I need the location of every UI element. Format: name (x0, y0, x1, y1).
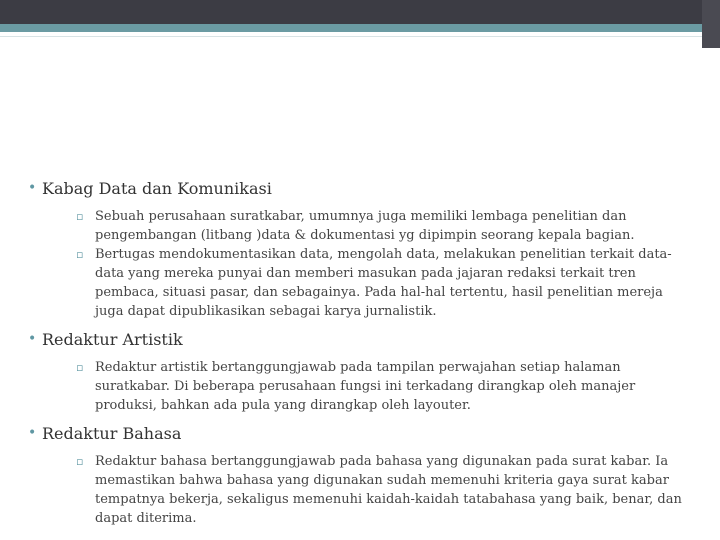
bullet-dot-icon: • (28, 425, 37, 441)
section-kabag-data (28, 178, 688, 321)
bullet-square-icon: ▫ (76, 248, 84, 261)
bullet-square-icon: ▫ (76, 210, 84, 223)
header-divider (0, 36, 720, 37)
list-item-text: Bertugas mendokumentasikan data, mengolah data, melakukan penelitian terkait data-data yang mereka punyai dan memberi masukan pada jajaran redaksi terkait tren pembaca, situasi pasar, dan sebagainya. Pada hal-hal tertentu, hasil penelitian mereja juga dapat dipublikasikan sebagai karya jurnalistik. (95, 247, 672, 319)
list-item-text: Redaktur bahasa bertanggungjawab pada bahasa yang digunakan pada surat kabar. Ia memastikan bahwa bahasa yang digunakan sudah memenuhi kriteria gaya surat kabar tempatnya bekerja, sekaligus memenuhi kaidah-kaidah tatabahasa yang baik, benar, dan dapat diterima. (95, 454, 682, 526)
slide-body (28, 178, 688, 528)
bullet-square-icon: ▫ (76, 361, 84, 374)
list-item (28, 358, 688, 415)
section-heading-text: Redaktur Artistik (42, 330, 183, 349)
section-heading (28, 423, 688, 444)
list-item (28, 245, 688, 321)
section-heading (28, 329, 688, 350)
list-item (28, 452, 688, 528)
bullet-square-icon: ▫ (76, 455, 84, 468)
corner-accent (702, 0, 720, 48)
list-item (28, 207, 688, 245)
section-heading-text: Redaktur Bahasa (42, 424, 182, 443)
section-redaktur-bahasa (28, 423, 688, 528)
list-item-text: Redaktur artistik bertanggungjawab pada tampilan perwajahan setiap halaman suratkabar. Di beberapa perusahaan fungsi ini terkadang dirangkap oleh manajer produksi, bahkan ada pula yang dirangkap oleh layouter. (95, 360, 636, 413)
section-redaktur-artistik (28, 329, 688, 415)
bullet-dot-icon: • (28, 331, 37, 347)
header-dark-bar (0, 0, 720, 24)
bullet-dot-icon: • (28, 180, 37, 196)
section-heading (28, 178, 688, 199)
section-heading-text: Kabag Data dan Komunikasi (42, 179, 272, 198)
header-teal-bar (0, 24, 720, 32)
list-item-text: Sebuah perusahaan suratkabar, umumnya juga memiliki lembaga penelitian dan pengembangan (litbang )data & dokumentasi yg dipimpin seorang kepala bagian. (95, 209, 635, 243)
